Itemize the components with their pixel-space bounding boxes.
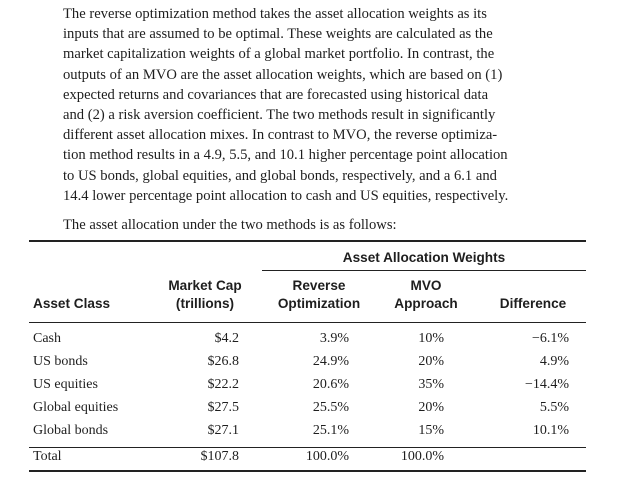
- cell-difference: 4.9%: [539, 354, 569, 369]
- cell-asset: Global bonds: [33, 423, 109, 438]
- table-row: [29, 331, 586, 354]
- header-mvo-line2: Approach: [394, 296, 458, 311]
- header-bottom-rule: [29, 322, 586, 323]
- table-bottom-rule: [29, 470, 586, 472]
- header-market-cap: [157, 277, 253, 313]
- header-market-cap-line1: Market Cap: [168, 278, 242, 293]
- cell-mvo: 20%: [418, 354, 444, 369]
- header-difference: Difference: [499, 296, 567, 311]
- table-row: [29, 377, 586, 400]
- cell-mvo: 20%: [418, 400, 444, 415]
- group-header-rule: [262, 270, 586, 271]
- header-reverse-optimization: [263, 277, 375, 313]
- paragraph-line: inputs that are assumed to be optimal. These weights are calculated as the: [63, 26, 493, 43]
- cell-market-cap: $26.8: [207, 354, 239, 369]
- cell-difference: −14.4%: [524, 377, 569, 392]
- cell-asset: US equities: [33, 377, 98, 392]
- paragraph-line: to US bonds, global equities, and global bonds, respectively, and a 6.1 and: [63, 167, 497, 184]
- cell-difference: 5.5%: [539, 400, 569, 415]
- cell-market-cap: $107.8: [200, 449, 239, 464]
- paragraph-line: tion method results in a 4.9, 5.5, and 10.1 higher percentage point allocation: [63, 147, 508, 164]
- cell-mvo: 35%: [418, 377, 444, 392]
- cell-mvo: 10%: [418, 331, 444, 346]
- group-header: Asset Allocation Weights: [342, 250, 506, 265]
- cell-reverse: 3.9%: [319, 331, 349, 346]
- paragraph-line: market capitalization weights of a global market portfolio. In contrast, the: [63, 46, 495, 63]
- table-total-row: [29, 449, 586, 472]
- header-market-cap-line2: (trillions): [175, 296, 235, 311]
- cell-market-cap: $27.5: [207, 400, 239, 415]
- table-top-rule: [29, 240, 586, 242]
- cell-reverse: 24.9%: [312, 354, 349, 369]
- cell-mvo: 100.0%: [400, 449, 444, 464]
- header-mvo-approach: [381, 277, 471, 313]
- table-intro: The asset allocation under the two methods is as follows:: [63, 217, 397, 233]
- cell-reverse: 20.6%: [312, 377, 349, 392]
- body-paragraph: [63, 4, 611, 206]
- cell-asset: Total: [33, 449, 62, 464]
- header-mvo-line1: MVO: [410, 278, 442, 293]
- paragraph-line: 14.4 lower percentage point allocation to cash and US equities, respectively.: [63, 187, 509, 204]
- table-row: [29, 423, 586, 446]
- cell-difference: −6.1%: [531, 331, 569, 346]
- cell-market-cap: $27.1: [207, 423, 239, 438]
- cell-mvo: 15%: [418, 423, 444, 438]
- cell-reverse: 25.1%: [312, 423, 349, 438]
- cell-asset: US bonds: [33, 354, 88, 369]
- cell-market-cap: $4.2: [214, 331, 239, 346]
- header-asset-class: Asset Class: [33, 296, 111, 311]
- paragraph-line: The reverse optimization method takes the asset allocation weights as its: [63, 6, 487, 22]
- cell-asset: Global equities: [33, 400, 119, 415]
- cell-market-cap: $22.2: [207, 377, 239, 392]
- paragraph-line: different asset allocation mixes. In contrast to MVO, the reverse optimiza-: [63, 127, 498, 144]
- cell-asset: Cash: [33, 331, 61, 346]
- paragraph-line: and (2) a risk aversion coefficient. The two methods result in significantly: [63, 107, 496, 124]
- header-reverse-line1: Reverse: [292, 278, 346, 293]
- table-row: [29, 400, 586, 423]
- header-reverse-line2: Optimization: [277, 296, 361, 311]
- total-rule: [29, 447, 586, 448]
- paragraph-line: expected returns and covariances that are forecasted using historical data: [63, 86, 489, 103]
- paragraph-line: outputs of an MVO are the asset allocation weights, which are based on (1): [63, 66, 503, 83]
- cell-difference: 10.1%: [532, 423, 569, 438]
- cell-reverse: 100.0%: [305, 449, 349, 464]
- table-row: [29, 354, 586, 377]
- cell-reverse: 25.5%: [312, 400, 349, 415]
